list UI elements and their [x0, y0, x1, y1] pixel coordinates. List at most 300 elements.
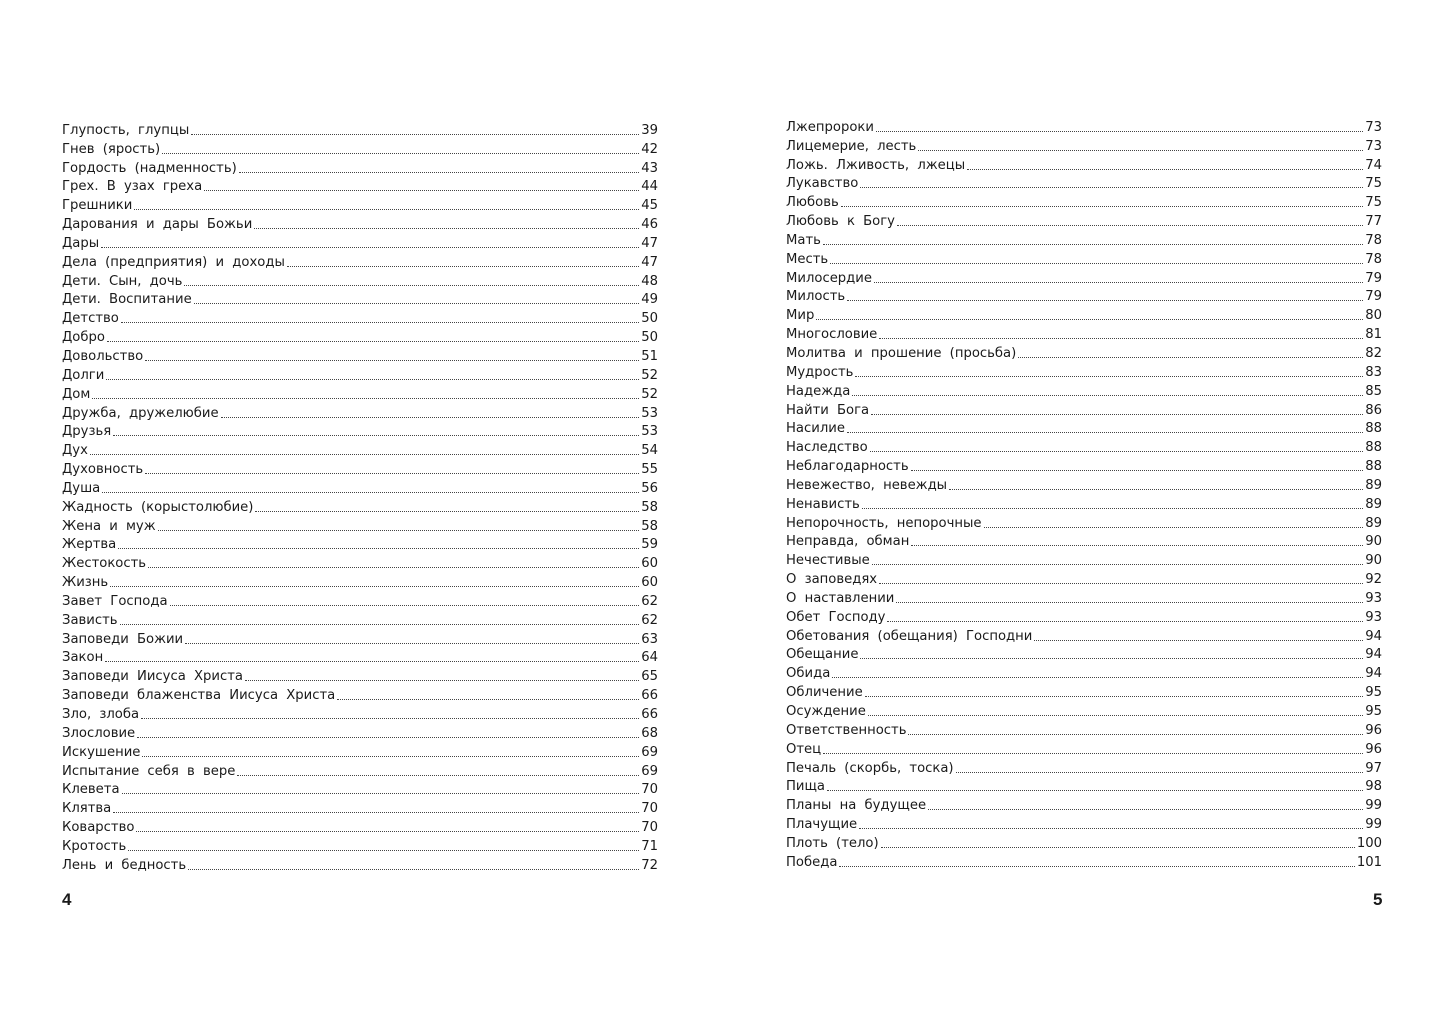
toc-entry — [786, 437, 1382, 456]
toc-entry — [62, 629, 658, 648]
toc-entry-page: 58 — [641, 518, 658, 534]
toc-entry-page: 64 — [641, 650, 658, 666]
toc-entry — [62, 214, 658, 233]
dot-leader — [134, 209, 639, 210]
toc-entry — [786, 626, 1382, 645]
toc-entry-title: Осуждение — [786, 704, 866, 719]
toc-entry — [62, 836, 658, 855]
dot-leader — [852, 395, 1363, 396]
toc-entry-title: Планы на будущее — [786, 798, 927, 814]
toc-entry-title: Заповеди блаженства Иисуса Христа — [62, 688, 336, 704]
toc-entry — [786, 475, 1382, 494]
toc-entry — [62, 290, 658, 309]
toc-entry — [62, 685, 658, 704]
dot-leader — [185, 643, 639, 644]
toc-entry-page: 69 — [641, 744, 658, 760]
dot-leader — [855, 376, 1363, 377]
toc-entry-page: 92 — [1365, 572, 1382, 588]
dot-leader — [928, 809, 1363, 810]
toc-entry-title: Плоть (тело) — [786, 835, 879, 851]
toc-entry — [62, 177, 658, 196]
dot-leader — [239, 172, 639, 173]
toc-entry-page: 79 — [1365, 289, 1382, 305]
dot-leader — [832, 677, 1363, 678]
toc-entry — [62, 798, 658, 817]
toc-entry — [786, 117, 1382, 136]
toc-entry-title: Мудрость — [786, 364, 854, 380]
toc-entry-page: 93 — [1365, 590, 1382, 606]
toc-entry-page: 52 — [641, 386, 658, 402]
toc-entry-page: 80 — [1365, 308, 1382, 324]
toc-entry — [62, 666, 658, 685]
toc-entry-title: Отец — [786, 741, 822, 757]
toc-entry-page: 89 — [1365, 515, 1382, 531]
toc-entry — [786, 494, 1382, 513]
toc-entry — [786, 588, 1382, 607]
toc-entry-page: 96 — [1365, 722, 1382, 738]
toc-entry — [62, 365, 658, 384]
toc-entry-page: 53 — [641, 405, 658, 421]
toc-entry-page: 94 — [1365, 628, 1382, 644]
toc-entry-title: Жестокость — [62, 556, 147, 572]
toc-entry — [62, 158, 658, 177]
toc-entry-page: 66 — [641, 688, 658, 704]
dot-leader — [1034, 640, 1363, 641]
toc-entry-page: 43 — [641, 160, 658, 176]
toc-entry-title: Пища — [786, 779, 825, 795]
toc-entry-title: Жадность (корыстолюбие) — [62, 499, 254, 515]
dot-leader — [106, 379, 639, 380]
toc-entry-page: 98 — [1365, 779, 1382, 795]
toc-entry — [62, 271, 658, 290]
toc-entry — [786, 211, 1382, 230]
toc-entry-title: Зло, злоба — [62, 707, 140, 722]
dot-leader — [908, 734, 1363, 735]
toc-entry-page: 55 — [641, 462, 658, 478]
toc-entry-page: 86 — [1365, 402, 1382, 418]
toc-entry-title: Любовь — [786, 195, 839, 211]
dot-leader — [107, 341, 639, 342]
toc-entry — [62, 591, 658, 610]
toc-entry-page: 89 — [1365, 496, 1382, 512]
toc-entry-title: Обещание — [786, 647, 859, 663]
dot-leader — [911, 545, 1363, 546]
toc-entry-title: Надежда — [786, 383, 851, 399]
dot-leader — [148, 567, 639, 568]
dot-leader — [105, 661, 639, 662]
dot-leader — [113, 812, 639, 813]
toc-entry — [62, 535, 658, 554]
toc-entry — [62, 422, 658, 441]
dot-leader — [860, 658, 1363, 659]
toc-entry-title: Мать — [786, 232, 821, 248]
toc-entry-title: Плачущие — [786, 817, 858, 833]
toc-entry — [62, 139, 658, 158]
toc-entry — [786, 833, 1382, 852]
dot-leader — [868, 715, 1363, 716]
dot-leader — [287, 266, 639, 267]
toc-entry — [786, 852, 1382, 871]
toc-entry-page: 45 — [641, 198, 658, 214]
toc-entry-page: 50 — [641, 330, 658, 346]
toc-entry-title: Лицемерие, лесть — [786, 138, 917, 154]
dot-leader — [128, 850, 639, 851]
dot-leader — [204, 190, 639, 191]
toc-entry-page: 60 — [641, 556, 658, 572]
dot-leader — [145, 473, 639, 474]
dot-leader — [896, 602, 1363, 603]
toc-entry-page: 75 — [1365, 195, 1382, 211]
toc-entry — [786, 249, 1382, 268]
toc-entry — [786, 400, 1382, 419]
toc-entry — [786, 324, 1382, 343]
toc-entry-title: Ложь. Лживость, лжецы — [786, 157, 966, 173]
toc-entry — [62, 459, 658, 478]
toc-entry-title: Глупость, глупцы — [62, 122, 190, 138]
toc-entry — [62, 855, 658, 874]
toc-entry — [786, 155, 1382, 174]
toc-entry-title: Любовь к Богу — [786, 214, 895, 230]
toc-entry-page: 78 — [1365, 251, 1382, 267]
toc-entry-title: Грешники — [62, 198, 133, 214]
toc-entry — [62, 704, 658, 723]
toc-entry-title: Нечестивые — [786, 553, 870, 569]
toc-entry-title: Друзья — [62, 424, 112, 440]
toc-entry — [62, 308, 658, 327]
toc-entry-page: 66 — [641, 707, 658, 722]
dot-leader — [879, 583, 1363, 584]
toc-entry-title: Долги — [62, 367, 105, 383]
dot-leader — [862, 508, 1363, 509]
toc-entry-title: Добро — [62, 330, 105, 346]
dot-leader — [1018, 357, 1363, 358]
dot-leader — [876, 131, 1363, 132]
toc-entry — [786, 268, 1382, 287]
toc-entry-title: Лень и бедность — [62, 857, 187, 873]
toc-entry — [786, 287, 1382, 306]
toc-entry-page: 54 — [641, 443, 658, 459]
toc-entry-page: 77 — [1365, 214, 1382, 230]
toc-entry — [62, 403, 658, 422]
dot-leader — [136, 831, 639, 832]
dot-leader — [121, 322, 639, 323]
toc-entry-title: Грех. В узах греха — [62, 179, 203, 195]
dot-leader — [188, 869, 639, 870]
toc-entry — [62, 346, 658, 365]
toc-entry — [62, 195, 658, 214]
dot-leader — [956, 772, 1364, 773]
toc-entry-page: 90 — [1365, 553, 1382, 569]
toc-entry-title: Дары — [62, 235, 100, 251]
toc-entry — [786, 513, 1382, 532]
toc-entry-page: 51 — [641, 348, 658, 364]
toc-entry-page: 69 — [641, 763, 658, 779]
toc-entry-title: Детство — [62, 311, 119, 327]
toc-entry-title: О наставлении — [786, 590, 895, 606]
toc-entry — [786, 758, 1382, 777]
toc-entry — [62, 252, 658, 271]
dot-leader — [967, 169, 1363, 170]
toc-entry-page: 70 — [641, 782, 658, 798]
toc-entry-page: 88 — [1365, 459, 1382, 475]
toc-entry-page: 71 — [641, 838, 658, 854]
toc-entry-title: Неправда, обман — [786, 534, 910, 550]
toc-entry — [62, 327, 658, 346]
toc-entry-page: 83 — [1365, 364, 1382, 380]
toc-entry — [786, 720, 1382, 739]
dot-leader — [113, 435, 639, 436]
toc-entry-page: 88 — [1365, 440, 1382, 456]
dot-leader — [865, 696, 1363, 697]
dot-leader — [110, 586, 639, 587]
dot-leader — [122, 793, 640, 794]
dot-leader — [245, 680, 639, 681]
toc-entry-page: 56 — [641, 480, 658, 496]
dot-leader — [191, 134, 639, 135]
toc-entry-title: Душа — [62, 480, 101, 496]
toc-entry-title: Коварство — [62, 820, 135, 836]
toc-entry — [786, 174, 1382, 193]
toc-entry-title: Победа — [786, 854, 838, 870]
dot-leader — [237, 775, 639, 776]
toc-entry-page: 44 — [641, 179, 658, 195]
toc-entry-title: Закон — [62, 650, 104, 666]
dot-leader — [194, 303, 640, 304]
toc-entry-title: Непорочность, непорочные — [786, 515, 982, 531]
toc-entry-title: О заповедях — [786, 572, 878, 588]
toc-entry — [62, 761, 658, 780]
toc-entry-title: Милосердие — [786, 270, 872, 286]
toc-entry — [786, 645, 1382, 664]
toc-entry — [62, 478, 658, 497]
toc-entry-page: 94 — [1365, 647, 1382, 663]
toc-entry — [62, 516, 658, 535]
toc-entry-page: 81 — [1365, 327, 1382, 343]
toc-entry-title: Злословие — [62, 725, 136, 741]
toc-entry — [786, 230, 1382, 249]
toc-entry — [786, 192, 1382, 211]
toc-entry-title: Духовность — [62, 462, 144, 478]
toc-entry-page: 39 — [641, 122, 658, 138]
toc-entry-page: 48 — [641, 273, 658, 289]
toc-entry-title: Дом — [62, 386, 91, 402]
dot-leader — [860, 187, 1363, 188]
toc-entry-title: Мир — [786, 308, 815, 324]
toc-entry-title: Дух — [62, 443, 88, 459]
dot-leader — [871, 414, 1363, 415]
toc-entry-page: 97 — [1365, 760, 1382, 776]
toc-entry-title: Обличение — [786, 685, 863, 701]
dot-leader — [102, 492, 639, 493]
toc-entry-title: Лукавство — [786, 176, 859, 192]
toc-entry-title: Испытание себя в вере — [62, 763, 236, 779]
toc-entry — [786, 136, 1382, 155]
dot-leader — [158, 530, 640, 531]
toc-entry — [786, 532, 1382, 551]
toc-entry-page: 46 — [641, 217, 658, 233]
toc-entry-page: 78 — [1365, 232, 1382, 248]
dot-leader — [170, 605, 640, 606]
dot-leader — [879, 338, 1363, 339]
dot-leader — [118, 548, 639, 549]
toc-entry-page: 99 — [1365, 798, 1382, 814]
toc-entry-title: Наследство — [786, 440, 868, 456]
toc-entry-page: 53 — [641, 424, 658, 440]
toc-entry-page: 101 — [1356, 854, 1382, 870]
toc-entry-page: 42 — [641, 141, 658, 157]
toc-entry — [786, 419, 1382, 438]
dot-leader — [874, 282, 1363, 283]
dot-leader — [337, 699, 639, 700]
toc-entry — [62, 648, 658, 667]
dot-leader — [92, 398, 639, 399]
dot-leader — [823, 753, 1363, 754]
toc-entry-page: 95 — [1365, 704, 1382, 719]
toc-entry-page: 95 — [1365, 685, 1382, 701]
dot-leader — [101, 247, 639, 248]
toc-entry-title: Месть — [786, 251, 829, 267]
dot-leader — [823, 244, 1363, 245]
toc-entry — [786, 381, 1382, 400]
dot-leader — [859, 828, 1363, 829]
toc-entry — [786, 739, 1382, 758]
toc-entry-page: 70 — [641, 801, 658, 817]
toc-entry-page: 59 — [641, 537, 658, 553]
toc-entry — [62, 817, 658, 836]
dot-leader — [120, 624, 640, 625]
dot-leader — [90, 454, 639, 455]
toc-entry-title: Дарования и дары Божьи — [62, 217, 253, 233]
toc-entry-page: 68 — [641, 725, 658, 741]
toc-entry-page: 62 — [641, 612, 658, 628]
toc-entry-page: 89 — [1365, 477, 1382, 493]
toc-entry-title: Жена и муж — [62, 518, 156, 534]
toc-entry-page: 94 — [1365, 666, 1382, 682]
toc-entry-title: Молитва и прошение (просьба) — [786, 345, 1017, 361]
dot-leader — [184, 285, 639, 286]
dot-leader — [984, 527, 1364, 528]
toc-entry-page: 79 — [1365, 270, 1382, 286]
page-number-right: 5 — [1373, 890, 1383, 909]
toc-entry-page: 75 — [1365, 176, 1382, 192]
toc-entry — [62, 233, 658, 252]
toc-entry — [62, 440, 658, 459]
toc-entry-title: Многословие — [786, 327, 878, 343]
toc-entry-title: Кротость — [62, 838, 127, 854]
toc-entry-page: 93 — [1365, 609, 1382, 625]
toc-entry — [786, 682, 1382, 701]
toc-entry-title: Искушение — [62, 744, 141, 760]
toc-left-column — [62, 120, 658, 874]
page-number-left: 4 — [62, 890, 72, 909]
toc-entry-title: Дети. Воспитание — [62, 292, 192, 308]
toc-entry-page: 49 — [641, 292, 658, 308]
toc-entry-page: 63 — [641, 631, 658, 647]
toc-entry-page: 73 — [1365, 119, 1382, 135]
toc-entry-page: 60 — [641, 575, 658, 591]
toc-entry-title: Лжепророки — [786, 119, 874, 135]
toc-entry — [786, 362, 1382, 381]
dot-leader — [221, 417, 640, 418]
toc-entry-title: Дружба, дружелюбие — [62, 405, 219, 421]
toc-entry-page: 50 — [641, 311, 658, 327]
toc-entry-title: Заповеди Иисуса Христа — [62, 669, 243, 685]
toc-entry — [786, 795, 1382, 814]
toc-entry-title: Обида — [786, 666, 831, 682]
dot-leader — [137, 737, 639, 738]
dot-leader — [847, 300, 1363, 301]
toc-right-column — [786, 117, 1382, 871]
toc-entry — [62, 572, 658, 591]
dot-leader — [911, 470, 1364, 471]
toc-entry — [786, 569, 1382, 588]
toc-entry-page: 74 — [1365, 157, 1382, 173]
toc-entry-title: Милость — [786, 289, 846, 305]
toc-entry — [786, 343, 1382, 362]
toc-entry-title: Жизнь — [62, 575, 109, 591]
dot-leader — [881, 847, 1355, 848]
toc-entry-title: Гордость (надменность) — [62, 160, 237, 176]
toc-entry — [786, 607, 1382, 626]
toc-entry — [786, 814, 1382, 833]
toc-entry-page: 90 — [1365, 534, 1382, 550]
toc-entry — [786, 663, 1382, 682]
dot-leader — [839, 866, 1354, 867]
toc-entry-page: 96 — [1365, 741, 1382, 757]
toc-entry — [786, 777, 1382, 796]
toc-entry-title: Неблагодарность — [786, 459, 909, 475]
dot-leader — [816, 319, 1363, 320]
dot-leader — [918, 150, 1363, 151]
toc-entry-page: 99 — [1365, 817, 1382, 833]
toc-entry-page: 85 — [1365, 383, 1382, 399]
toc-entry — [62, 497, 658, 516]
dot-leader — [830, 263, 1363, 264]
toc-entry-title: Насилие — [786, 421, 845, 437]
dot-leader — [847, 432, 1363, 433]
toc-entry — [786, 305, 1382, 324]
dot-leader — [872, 564, 1363, 565]
toc-entry-title: Найти Бога — [786, 402, 870, 418]
dot-leader — [162, 153, 639, 154]
toc-entry-title: Дела (предприятия) и доходы — [62, 254, 285, 270]
toc-entry — [786, 701, 1382, 720]
toc-entry — [786, 550, 1382, 569]
toc-entry-page: 70 — [641, 820, 658, 836]
toc-entry — [786, 456, 1382, 475]
toc-entry-title: Жертва — [62, 537, 117, 553]
toc-entry-page: 47 — [641, 254, 658, 270]
toc-entry-page: 52 — [641, 367, 658, 383]
toc-entry — [62, 723, 658, 742]
toc-entry-title: Ответственность — [786, 722, 907, 738]
toc-entry — [62, 120, 658, 139]
dot-leader — [145, 360, 639, 361]
toc-entry-page: 73 — [1365, 138, 1382, 154]
toc-entry-page: 100 — [1356, 835, 1382, 851]
dot-leader — [827, 790, 1363, 791]
dot-leader — [141, 718, 639, 719]
toc-entry — [62, 610, 658, 629]
toc-entry-title: Обетования (обещания) Господни — [786, 628, 1033, 644]
dot-leader — [255, 511, 639, 512]
dot-leader — [949, 489, 1363, 490]
dot-leader — [841, 206, 1363, 207]
toc-entry-title: Заповеди Божии — [62, 631, 184, 647]
toc-entry — [62, 553, 658, 572]
toc-entry — [62, 780, 658, 799]
toc-entry-title: Клятва — [62, 801, 112, 817]
